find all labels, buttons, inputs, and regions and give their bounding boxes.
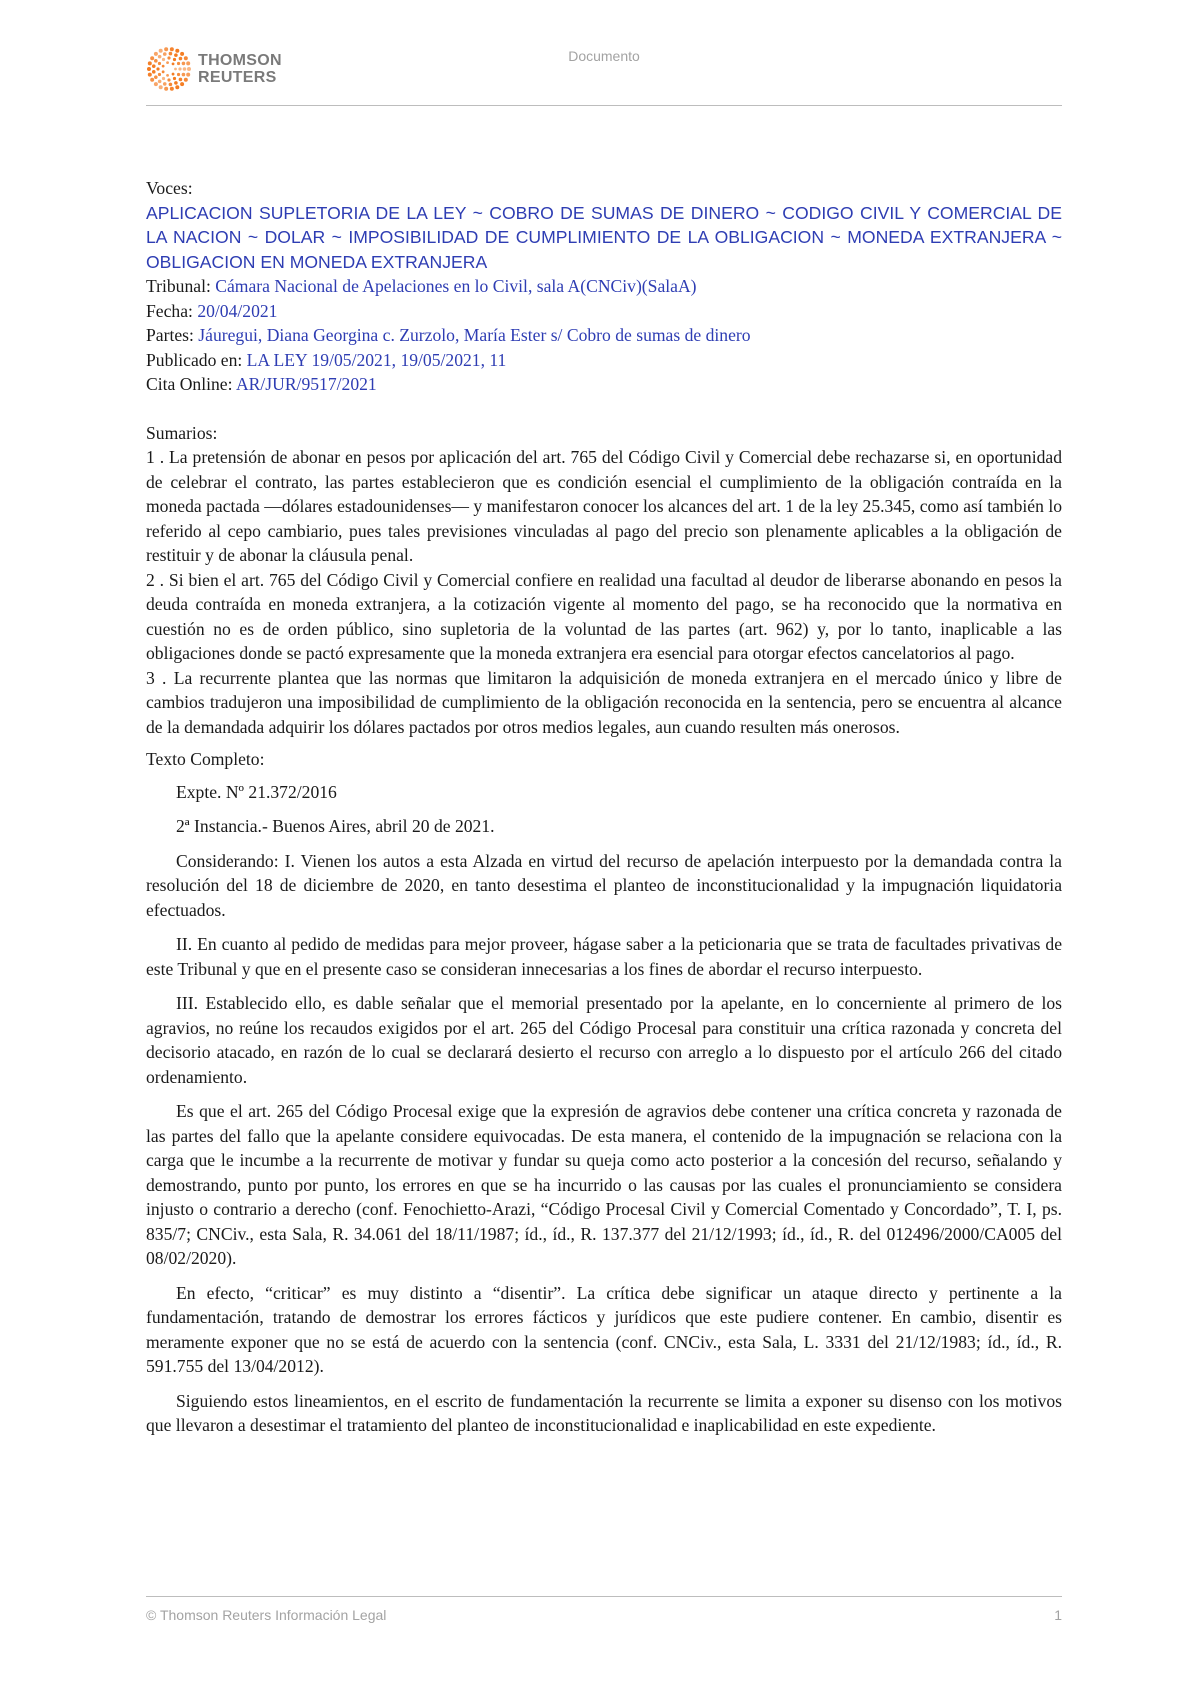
logo-text-line1: THOMSON	[198, 52, 282, 69]
sumario-item: 3 . La recurrente plantea que las normas que limitaron la adquisición de moneda extranjera en el mercado único y libre de cambios tradujeron una imposibilidad de cumplimiento de la obligación reconocida en la sentencia, pero se encuentra al alcance de la demandada adquirir los dólares pactados por otros medios legales, aun cuando resulten más onerosos.	[146, 667, 1062, 737]
logo-text-line2: REUTERS	[198, 69, 277, 86]
cita-value[interactable]: AR/JUR/9517/2021	[235, 374, 377, 394]
texto-paragraph: 2ª Instancia.- Buenos Aires, abril 20 de 2021.	[176, 816, 495, 836]
document-label: Documento	[568, 48, 640, 64]
sumario-item: 1 . La pretensión de abonar en pesos por aplicación del art. 765 del Código Civil y Comercial debe rechazarse si, en oportunidad de celebrar el contrato, las partes establecieron que es condición esencial el cumplimiento de la obligación contraída en la moneda pactada —dólares estadounidenses— y manifestaron conocer los alcances del art. 1 de la ley 25.345, como así también lo referido al cepo cambiario, pues tales previsiones vinculadas al pago del precio son plenamente aplicables a la obligación de restituir y de abonar la cláusula penal.	[146, 447, 1062, 565]
texto-paragraph: Siguiendo estos lineamientos, en el escrito de fundamentación la recurrente se limita a exponer su disenso con los motivos que llevaron a desestimar el tratamiento del planteo de inconstitucionalidad e inaplicabilidad en este expediente.	[146, 1390, 1062, 1435]
texto-paragraph: Considerando: I. Vienen los autos a esta Alzada en virtud del recurso de apelación interpuesto por la demandada contra la resolución del 18 de diciembre de 2020, en tanto desestima el planteo de inconstitucionalidad y la impugnación liquidatoria efectuados.	[146, 850, 1062, 920]
publicado-value[interactable]: LA LEY 19/05/2021, 19/05/2021, 11	[246, 349, 507, 370]
texto-paragraph: III. Establecido ello, es dable señalar que el memorial presentado por la apelante, en lo concerniente al primero de los agravios, no reúne los recaudos exigidos por el art. 265 del Código Procesal para constituir una crítica razonada y concreta del decisorio atacado, en razón de lo cual se declarará desierto el recurso con arreglo a lo dispuesto por el artículo 266 del citado ordenamiento.	[146, 993, 1062, 1087]
partes-label: Partes:	[146, 325, 194, 345]
texto-paragraph: Expte. Nº 21.372/2016	[176, 781, 337, 802]
fecha-value[interactable]: 20/04/2021	[197, 300, 278, 321]
partes-value[interactable]: Jáuregui, Diana Georgina c. Zurzolo, María Ester s/ Cobro de sumas de dinero	[198, 325, 751, 345]
sumario-item: 2 . Si bien el art. 765 del Código Civil y Comercial confiere en realidad una facultad al deudor de liberarse abonando en pesos la deuda contraída en moneda extranjera, a la cotización vigente al momento del pago, se ha reconocido que la normativa en cuestión no es de orden público, sino supletoria de la voluntad de las partes (art. 962) y, por lo tanto, inaplicable a las obligaciones donde se pactó expresamente que la moneda extranjera era esencial para otorgar efectos cancelatorios al pago.	[146, 569, 1062, 663]
footer-page-number: 1	[1054, 1607, 1062, 1623]
publicado-label: Publicado en:	[146, 349, 243, 370]
texto-paragraph: II. En cuanto al pedido de medidas para mejor proveer, hágase saber a la peticionaria que se trata de facultades privativas de este Tribunal y que en el presente caso se consideran innecesarias a los fines de abordar el recurso interpuesto.	[146, 934, 1062, 979]
sumarios-label: Sumarios:	[146, 422, 218, 443]
cita-line	[146, 372, 1062, 397]
publicado-line	[146, 348, 1062, 373]
fecha-line	[146, 299, 1062, 324]
texto-completo-label: Texto Completo:	[146, 749, 265, 769]
voces-list[interactable]: APLICACION SUPLETORIA DE LA LEY ~ COBRO DE SUMAS DE DINERO ~ CODIGO CIVIL Y COMERCIAL DE LA NACION ~ DOLAR ~ IMPOSIBILIDAD DE CUMPLIMIENTO DE LA OBLIGACION ~ MONEDA EXTRANJERA ~ OBLIGACION EN MONEDA EXTRANJERA	[146, 202, 1062, 272]
cita-label: Cita Online:	[146, 374, 233, 394]
texto-paragraph: En efecto, “criticar” es muy distinto a “disentir”. La crítica debe significar un ataque directo y pertinente a la fundamentación, tratando de demostrar los errores fácticos y jurídicos que este pudiere contener. En cambio, disentir es meramente exponer que no se está de acuerdo con la sentencia (conf. CNCiv., esta Sala, L. 3331 del 21/12/1983; íd., íd., R. 591.755 del 13/04/2012).	[146, 1282, 1062, 1376]
tribunal-value[interactable]: Cámara Nacional de Apelaciones en lo Civil, sala A(CNCiv)(SalaA)	[215, 276, 697, 296]
partes-line	[146, 323, 1062, 348]
tribunal-label: Tribunal:	[146, 276, 211, 296]
document-body	[146, 176, 1062, 1438]
page-header	[146, 40, 1062, 106]
footer-copyright: © Thomson Reuters Información Legal	[146, 1607, 387, 1623]
page-footer	[146, 1596, 1062, 1623]
fecha-label: Fecha:	[146, 300, 193, 321]
texto-paragraph: Es que el art. 265 del Código Procesal exige que la expresión de agravios debe contener una crítica concreta y razonada de las partes del fallo que la apelante considere equivocadas. De esta manera, el contenido de la impugnación se relaciona con la carga que le incumbe a la recurrente de motivar y fundar su queja como acto posterior a la concesión del recurso, señalando y demostrando, punto por punto, los errores en que se ha incurrido o las causas por las cuales el pronunciamiento se considera injusto o contrario a derecho (conf. Fenochietto-Arazi, “Código Procesal Civil y Comercial Comentado y Concordado”, T. I, ps. 835/7; CNCiv., esta Sala, R. 34.061 del 18/11/1987; íd., íd., R. 137.377 del 21/12/1993; íd., íd., R. del 012496/2000/CA005 del 08/02/2020).	[146, 1101, 1062, 1268]
tribunal-line	[146, 274, 1062, 299]
voces-label: Voces:	[146, 178, 193, 198]
